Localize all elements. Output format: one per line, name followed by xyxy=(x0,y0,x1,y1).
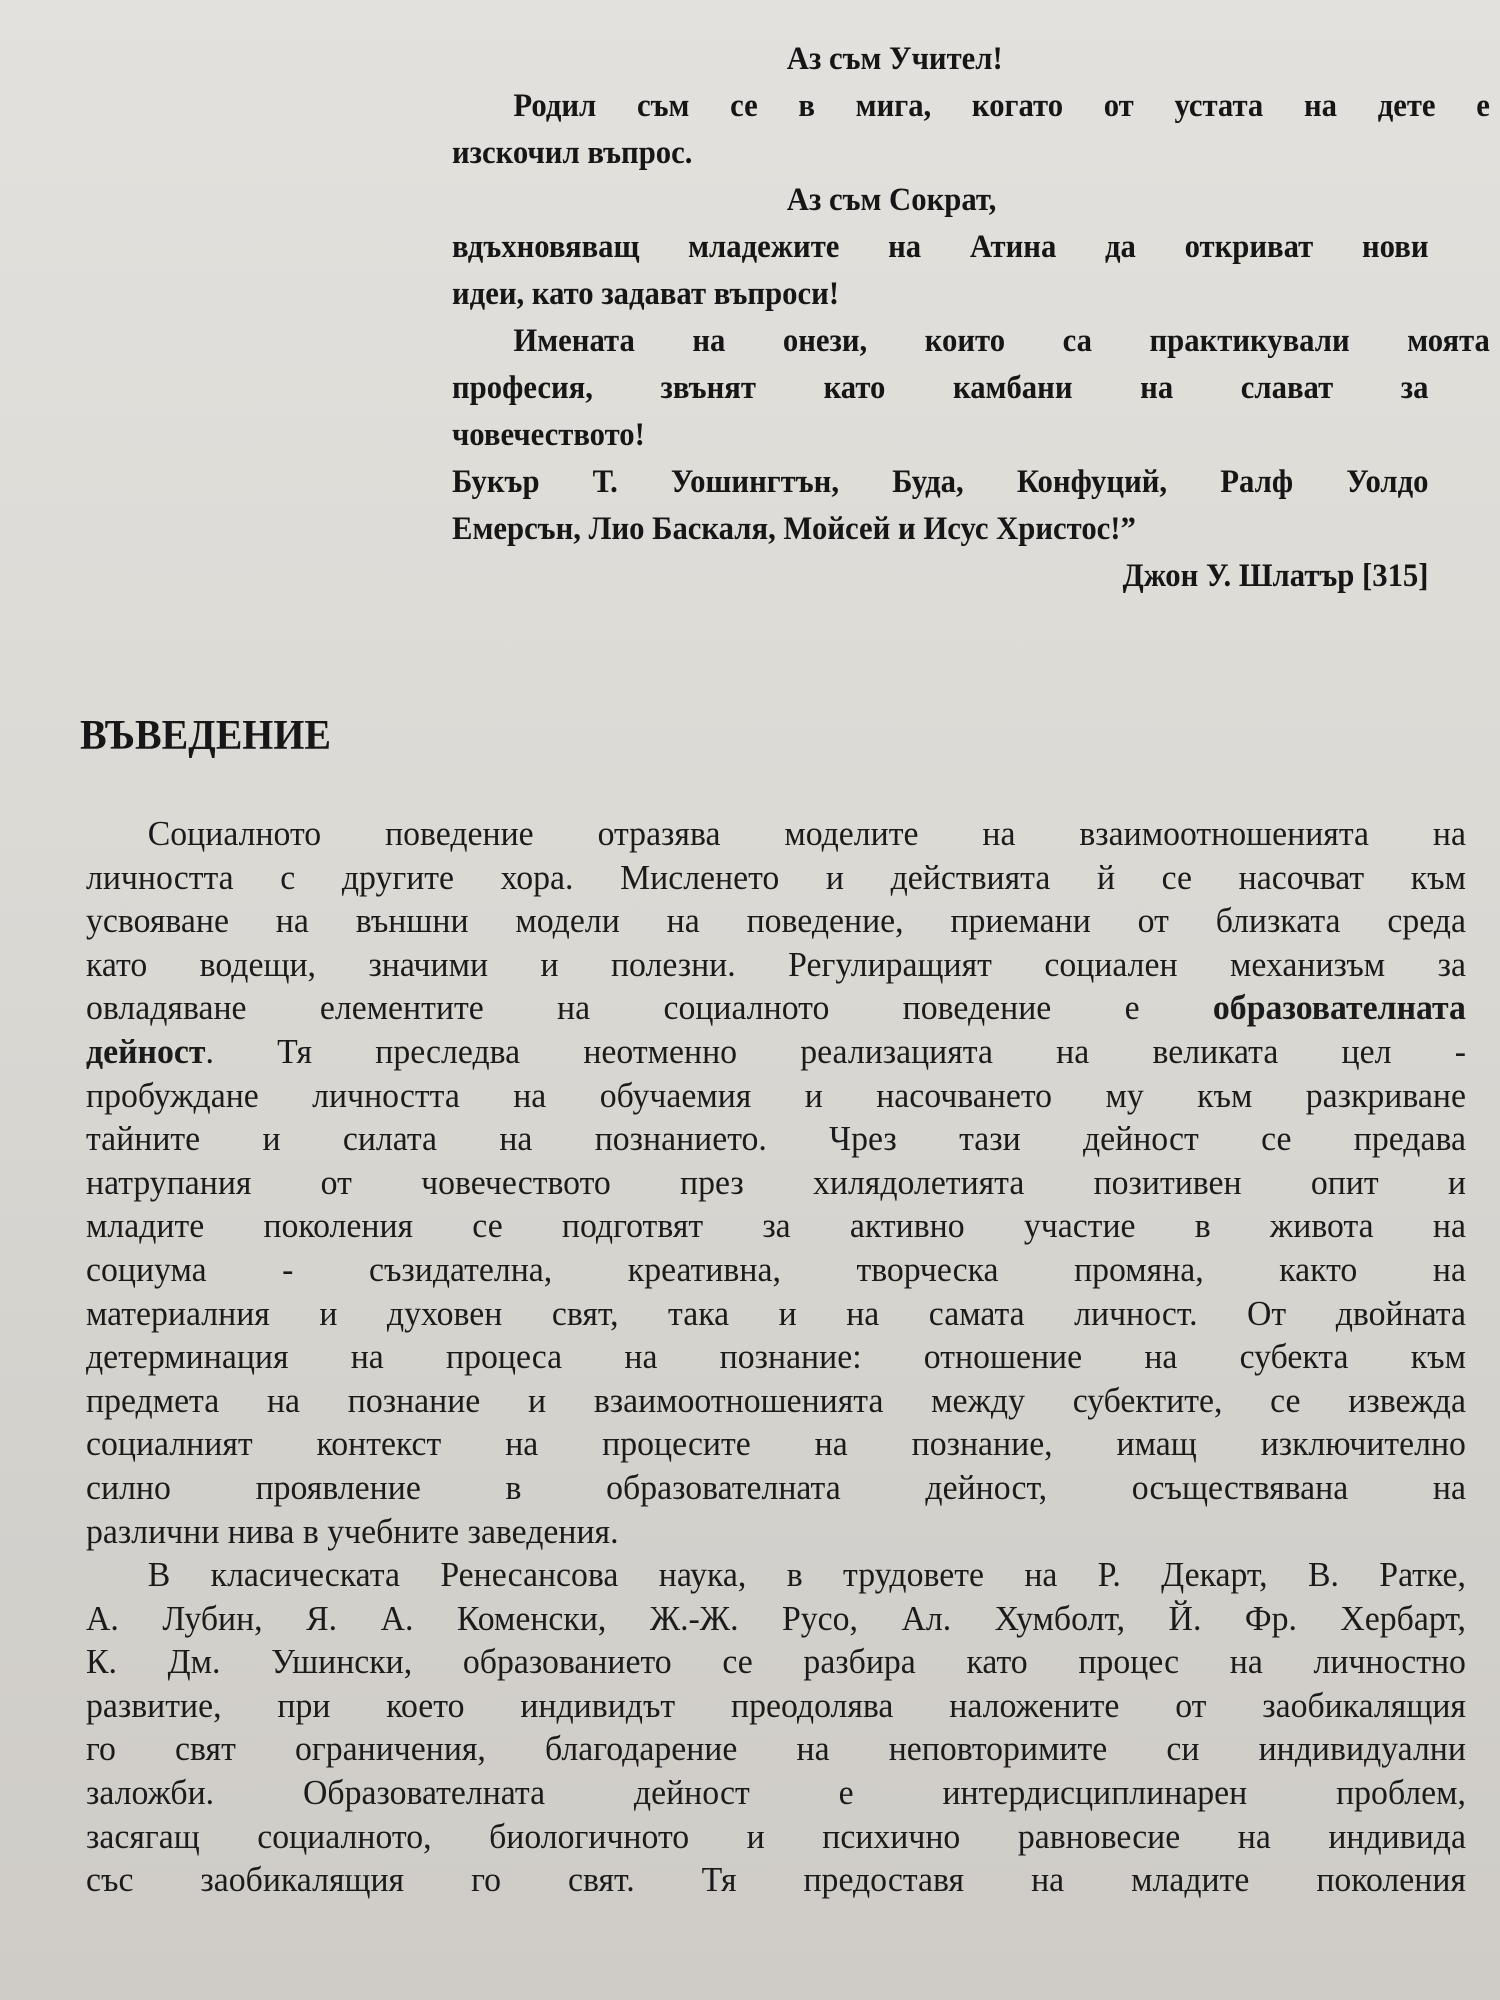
epigraph-line: Имената на онези, които са практикували моята xyxy=(513,323,1490,359)
line-text: овладяване елементите на социалното поведение е xyxy=(86,988,1213,1028)
paragraph-line: А. Лубин, Я. А. Коменски, Ж.-Ж. Русо, Ал. Хумболт, Й. Фр. Хербарт, xyxy=(86,1598,1466,1638)
paragraph-line xyxy=(86,986,1466,1030)
paragraph-line: със заобикалящия го свят. Тя предоставя на младите поколения xyxy=(86,1860,1466,1900)
paragraph-line: като водещи, значими и полезни. Регулиращият социален механизъм за xyxy=(86,944,1466,984)
paragraph-line xyxy=(86,1030,1466,1074)
epigraph-line: Аз съм Учител! xyxy=(786,41,1003,77)
paragraph-line: К. Дм. Ушински, образованието се разбира като процес на личностно xyxy=(86,1642,1466,1682)
epigraph-line: Букър Т. Уошингтън, Буда, Конфуций, Ралф Уолдо xyxy=(452,464,1429,500)
epigraph-line: Аз съм Сократ, xyxy=(786,182,997,218)
epigraph-line: човечеството! xyxy=(452,417,645,453)
paragraph-line: личността с другите хора. Мисленето и действията й се насочват към xyxy=(86,857,1466,897)
paragraph-line: заложби. Образователната дейност е интердисциплинарен проблем, xyxy=(86,1773,1466,1813)
paragraph-line: детерминация на процеса на познание: отношение на субекта към xyxy=(86,1337,1466,1377)
paragraph-line: младите поколения се подготвят за активно участие в живота на xyxy=(86,1206,1466,1246)
epigraph-line: вдъхновяващ младежите на Атина да откриват нови xyxy=(452,229,1429,265)
paragraph-line: В класическата Ренесансова наука, в трудовете на Р. Декарт, В. Ратке, xyxy=(147,1555,1466,1595)
paragraph-line: социума - съзидателна, креативна, творческа промяна, както на xyxy=(86,1249,1466,1289)
paragraph-line: натрупания от човечеството през хилядолетията позитивен опит и xyxy=(86,1162,1466,1202)
epigraph xyxy=(452,36,1490,600)
paragraph-line: материалния и духовен свят, така и на самата личност. От двойната xyxy=(86,1293,1466,1333)
epigraph-line: Родил съм се в мига, когато от устата на дете е xyxy=(513,88,1490,124)
epigraph-line: идеи, като задават въпроси! xyxy=(452,276,840,312)
paragraph-line: предмета на познание и взаимоотношенията между субектите, се извежда xyxy=(86,1380,1466,1420)
epigraph-line: Емерсън, Лио Баскаля, Мойсей и Исус Христос!” xyxy=(452,511,1136,547)
bold-term: образователната xyxy=(1212,988,1466,1028)
paragraph-line: различни нива в учебните заведения. xyxy=(86,1511,619,1551)
bold-term: дейност xyxy=(86,1031,206,1071)
paragraph-line: засягащ социалното, биологичното и психично равновесие на индивида xyxy=(86,1816,1466,1856)
body-text xyxy=(86,812,1466,1902)
epigraph-line: изскочил въпрос. xyxy=(452,135,693,171)
paragraph-line: тайните и силата на познанието. Чрез тази дейност се предава xyxy=(86,1119,1466,1159)
paragraph-line: усвояване на външни модели на поведение, приемани от близката среда xyxy=(86,901,1466,941)
paragraph-line: Социалното поведение отразява моделите на взаимоотношенията на xyxy=(147,814,1466,853)
paragraph-line: развитие, при което индивидът преодолява наложените от заобикалящия xyxy=(86,1685,1466,1725)
paragraph-line: социалният контекст на процесите на познание, имащ изключително xyxy=(86,1424,1466,1464)
paragraph-line: силно проявление в образователната дейност, осъществявана на xyxy=(86,1467,1466,1507)
epigraph-line: професия, звънят като камбани на слават за xyxy=(452,370,1429,406)
epigraph-author: Джон У. Шлатър [315] xyxy=(1122,558,1429,594)
paragraph-line: го свят ограничения, благодарение на неповторимите си индивидуални xyxy=(86,1729,1466,1769)
paragraph-line: пробуждане личността на обучаемия и насочването му към разкриване xyxy=(86,1075,1466,1115)
section-heading: ВЪВЕДЕНИЕ xyxy=(80,713,331,759)
line-text: . Тя преследва неотменно реализацията на великата цел - xyxy=(205,1031,1466,1071)
